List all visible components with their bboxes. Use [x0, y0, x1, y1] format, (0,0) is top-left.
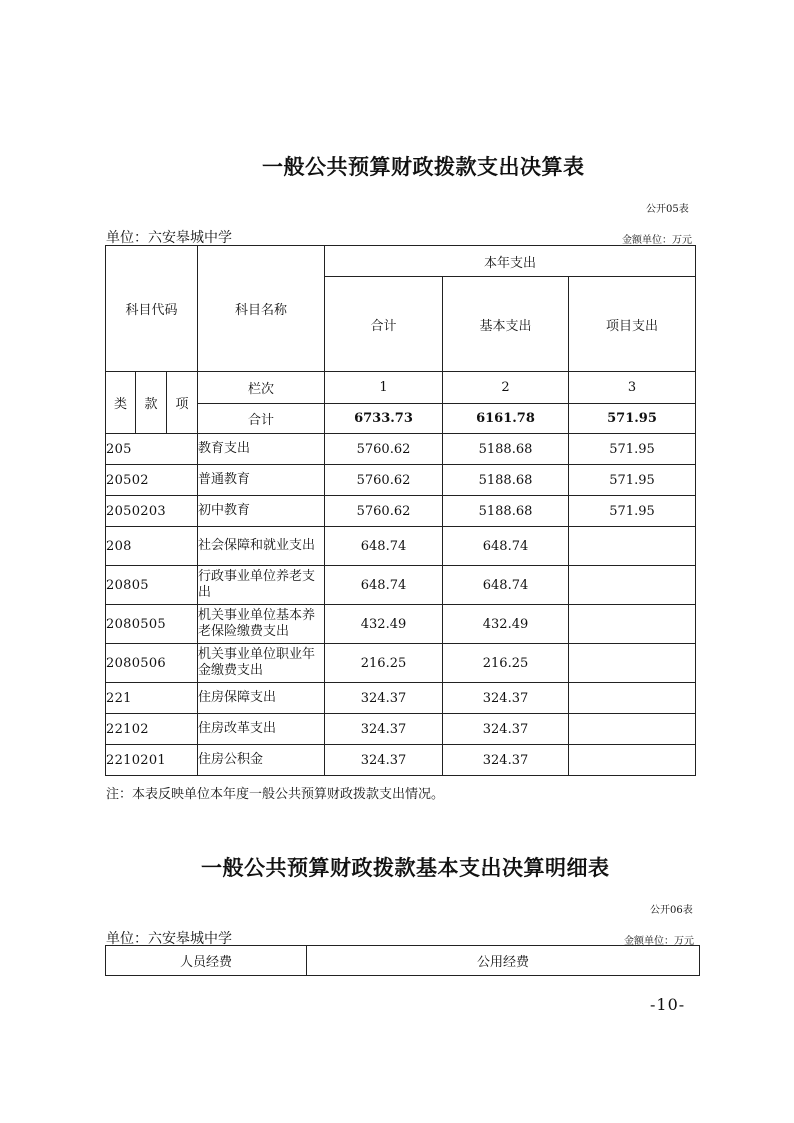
table2-form-number: 公开06表: [650, 905, 693, 916]
header-basic: 基本支出: [443, 277, 569, 372]
row-basic: 5188.68: [443, 434, 569, 465]
table-row: [106, 566, 696, 605]
header-project: 项目支出: [569, 277, 696, 372]
table2-unit-label: 单位：六安皋城中学: [106, 931, 232, 947]
row-code: 20502: [106, 465, 198, 496]
row-code: 20805: [106, 566, 198, 605]
header-subject-code: 科目代码: [106, 246, 198, 372]
row-name: 教育支出: [198, 434, 325, 465]
row-name: 初中教育: [198, 496, 325, 527]
row-basic: 5188.68: [443, 465, 569, 496]
table-row: [106, 465, 696, 496]
table2: [105, 945, 700, 976]
row-basic: 324.37: [443, 714, 569, 745]
row-project: [569, 644, 696, 683]
row-basic: 648.74: [443, 566, 569, 605]
row-name: 机关事业单位基本养老保险缴费支出: [198, 605, 325, 644]
table-row: [106, 714, 696, 745]
header-total: 合计: [325, 277, 443, 372]
row-basic: 216.25: [443, 644, 569, 683]
row-project: 571.95: [569, 434, 696, 465]
row-code: 2050203: [106, 496, 198, 527]
row-name: 行政事业单位养老支出: [198, 566, 325, 605]
row-project: 571.95: [569, 496, 696, 527]
row-total: 432.49: [325, 605, 443, 644]
grand-total-label: 合计: [198, 404, 325, 434]
row-total: 648.74: [325, 527, 443, 566]
row-total: 324.37: [325, 714, 443, 745]
row-code: 2210201: [106, 745, 198, 776]
table2-title: 一般公共预算财政拨款基本支出决算明细表: [201, 856, 610, 880]
row-total: 5760.62: [325, 496, 443, 527]
header-public-expense: 公用经费: [307, 946, 700, 976]
row-basic: 324.37: [443, 683, 569, 714]
row-total: 324.37: [325, 745, 443, 776]
table-row: [106, 745, 696, 776]
row-total: 5760.62: [325, 434, 443, 465]
row-total: 648.74: [325, 566, 443, 605]
row-basic: 648.74: [443, 527, 569, 566]
table-row: [106, 434, 696, 465]
row-project: [569, 527, 696, 566]
grand-total-total: 6733.73: [325, 404, 443, 434]
row-code: 208: [106, 527, 198, 566]
table1-unit-label: 单位：六安皋城中学: [106, 230, 232, 246]
row-total: 324.37: [325, 683, 443, 714]
row-code: 221: [106, 683, 198, 714]
header-xiang: 项: [167, 372, 198, 434]
row-code: 205: [106, 434, 198, 465]
row-name: 住房公积金: [198, 745, 325, 776]
row-basic: 324.37: [443, 745, 569, 776]
row-code: 2080506: [106, 644, 198, 683]
table-row: [106, 605, 696, 644]
row-project: 571.95: [569, 465, 696, 496]
table-row: [106, 683, 696, 714]
row-project: [569, 605, 696, 644]
row-name: 住房保障支出: [198, 683, 325, 714]
header-lei: 类: [106, 372, 136, 434]
table1-title: 一般公共预算财政拨款支出决算表: [262, 155, 585, 179]
page-number: -10-: [650, 995, 686, 1014]
table1-note: 注：本表反映单位本年度一般公共预算财政拨款支出情况。: [106, 787, 445, 802]
row-total: 5760.62: [325, 465, 443, 496]
row-project: [569, 566, 696, 605]
row-code: 22102: [106, 714, 198, 745]
row-basic: 432.49: [443, 605, 569, 644]
row-project: [569, 683, 696, 714]
header-col1: 1: [325, 372, 443, 404]
grand-total-basic: 6161.78: [443, 404, 569, 434]
table1: [105, 245, 696, 776]
header-subject-name: 科目名称: [198, 246, 325, 372]
row-total: 216.25: [325, 644, 443, 683]
row-name: 普通教育: [198, 465, 325, 496]
grand-total-project: 571.95: [569, 404, 696, 434]
row-name: 机关事业单位职业年金缴费支出: [198, 644, 325, 683]
header-personnel-expense: 人员经费: [106, 946, 307, 976]
row-basic: 5188.68: [443, 496, 569, 527]
row-project: [569, 745, 696, 776]
row-name: 社会保障和就业支出: [198, 527, 325, 566]
table1-form-number: 公开05表: [646, 204, 689, 215]
table-row: [106, 644, 696, 683]
header-col2: 2: [443, 372, 569, 404]
table1-amount-unit: 金额单位：万元: [622, 235, 692, 246]
header-current-year: 本年支出: [325, 246, 696, 277]
header-kuan: 款: [136, 372, 167, 434]
row-project: [569, 714, 696, 745]
row-code: 2080505: [106, 605, 198, 644]
table-row: [106, 496, 696, 527]
table2-amount-unit: 金额单位：万元: [624, 936, 694, 947]
header-column-no: 栏次: [198, 372, 325, 404]
table-row: [106, 527, 696, 566]
row-name: 住房改革支出: [198, 714, 325, 745]
header-col3: 3: [569, 372, 696, 404]
